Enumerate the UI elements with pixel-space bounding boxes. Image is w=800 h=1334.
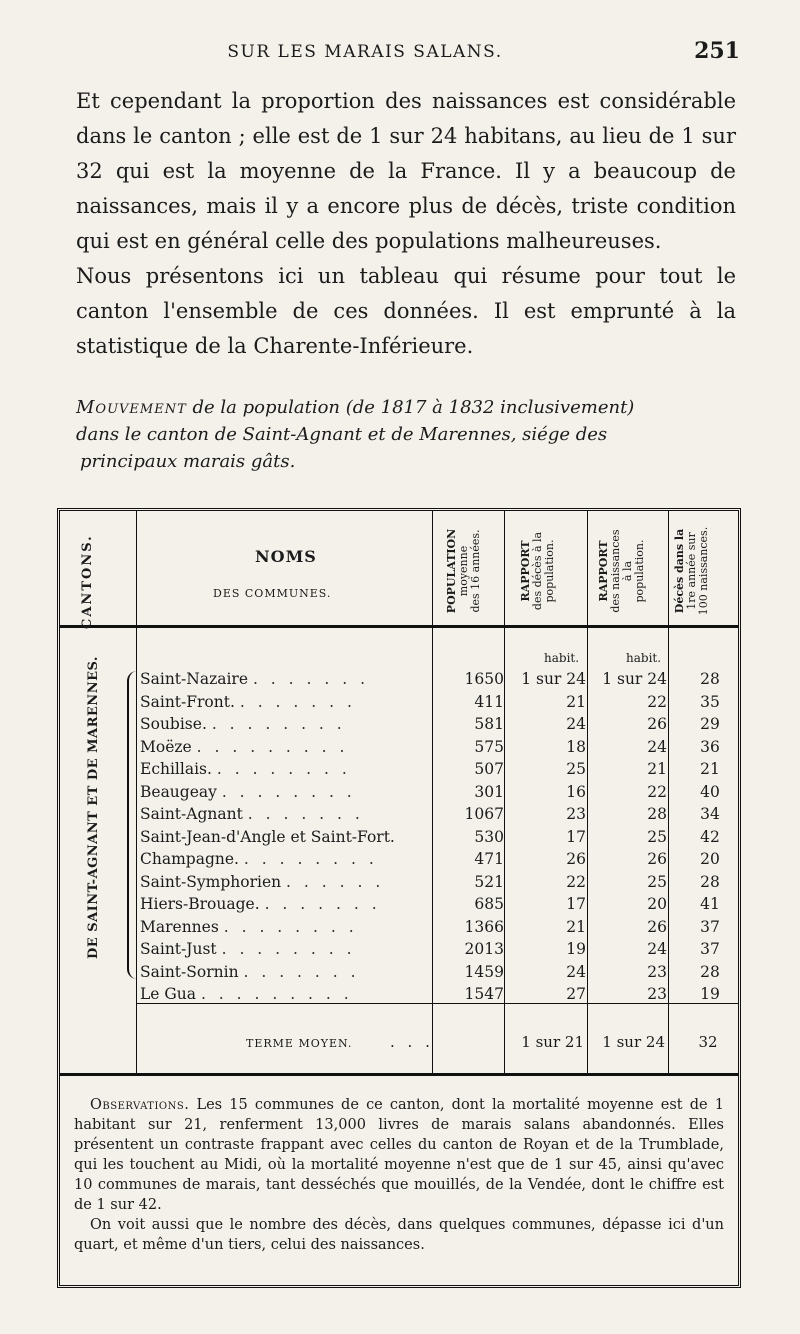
header-rapport-naissances-l4: population. (633, 539, 646, 603)
running-head-title: SUR LES MARAIS SALANS. (227, 42, 503, 62)
commune-name (140, 938, 356, 961)
naissances-cell: 26 (647, 715, 667, 733)
header-rapport-naissances (598, 511, 646, 631)
table-row (140, 893, 735, 916)
header-deces-l1: Décès dans la (673, 528, 686, 614)
population-cell: 685 (474, 895, 504, 913)
table-row (140, 961, 735, 984)
premiere-annee-cell: 19 (700, 985, 720, 1003)
commune-name (140, 893, 381, 916)
table-row (140, 916, 735, 939)
naissances-cell: 25 (647, 872, 667, 891)
population-cell: 411 (474, 692, 504, 711)
header-rapport-deces (520, 511, 556, 631)
population-cell: 2013 (464, 940, 504, 958)
commune-name-text: Echillais. (140, 760, 212, 778)
table-row (140, 871, 735, 894)
terme-moyen-label: TERME MOYEN. (246, 1037, 353, 1050)
naissances-cell: 24 (647, 940, 667, 958)
premiere-annee-cell: 29 (700, 715, 720, 733)
canton-name: DE SAINT-AGNANT ET DE MARENNES. (86, 656, 101, 959)
naissances-cell: 26 (647, 917, 667, 936)
leader-dots: . . . . . . . . . (196, 737, 349, 756)
commune-name (140, 871, 384, 894)
header-rapport-naissances-l2: des naissances (609, 529, 622, 613)
premiere-annee-cell: 37 (700, 940, 720, 958)
premiere-annee-cell: 40 (700, 782, 720, 801)
commune-name (140, 803, 364, 826)
premiere-annee-cell: 28 (700, 962, 720, 981)
leader-dots: . . . . . . . (239, 692, 356, 711)
naissances-cell: 21 (647, 760, 667, 778)
naissances-cell: 22 (647, 692, 667, 711)
premiere-annee-cell: 21 (700, 760, 720, 778)
observations-p2: On voit aussi que le nombre des décès, dans quelques communes, dépasse ici d'un quart, et même d'un tiers, celui des naissances. (74, 1217, 724, 1253)
header-rapport-deces-l3: population. (543, 539, 556, 603)
commune-name-text: Hiers-Brouage. (140, 895, 260, 913)
page-number: 251 (694, 38, 740, 64)
header-deces-l3: 100 naissances. (697, 526, 710, 616)
caption-line-1-rest: de la population (de 1817 à 1832 inclusivement) (192, 397, 635, 418)
leader-dots: . . . . . . . . . (200, 985, 353, 1003)
terme-moyen-dots: . . . (390, 1033, 434, 1051)
brace (127, 671, 139, 979)
table-row (140, 848, 735, 871)
table-row (140, 781, 735, 804)
leader-dots: . . . . . . . (252, 670, 370, 688)
premiere-annee-cell: 42 (700, 827, 720, 846)
leader-dots: . . . . . . . (264, 895, 381, 913)
paragraph-2-text: Nous présentons ici un tableau qui résume pour tout le canton l'ensemble de ces données. Il est emprunté à la statistique de la Charente-Inférieure. (76, 264, 736, 358)
population-cell: 471 (474, 850, 504, 868)
population-table (57, 508, 741, 1288)
deces-cell: 26 (566, 850, 586, 868)
leader-dots: . . . . . . . . (223, 917, 358, 936)
premiere-annee-cell: 37 (700, 917, 720, 936)
population-cell: 301 (474, 782, 504, 801)
leader-dots: . . . . . . . . (221, 940, 356, 958)
observations-text-1: Les 15 communes de ce canton, dont la mortalité moyenne est de 1 habitant sur 21, renferment 13,000 livres de marais salans abandonnés. Elles présentent un contraste frappant avec celles du canton de Royan et de la Trumblade, qui les touchent au Midi, où la mortalité moyenne n'est que de 1 sur 45, ainsi qu'avec 10 communes de marais, tant desséchés que mouillés, de la Vendée, dont le chiffre est de 1 sur 42. (74, 1097, 725, 1213)
premiere-annee-cell: 34 (700, 805, 720, 823)
deces-cell: 22 (566, 872, 586, 891)
commune-name-text: Marennes (140, 917, 219, 936)
commune-name (140, 781, 356, 804)
population-cell: 1459 (464, 962, 504, 981)
leader-dots: . . . . . . . (247, 805, 364, 823)
commune-name-text: Saint-Just (140, 940, 217, 958)
header-population-l1: POPULATION (445, 528, 458, 614)
commune-name (140, 668, 369, 691)
deces-cell: 24 (566, 715, 586, 733)
leader-dots: . . . . . . (286, 872, 385, 891)
premiere-annee-cell: 28 (700, 872, 720, 891)
population-cell: 581 (474, 715, 504, 733)
population-cell: 1547 (464, 985, 504, 1003)
deces-cell: 21 (566, 692, 586, 711)
premiere-annee-cell: 36 (700, 737, 720, 756)
commune-name-text: Soubise. (140, 715, 207, 733)
premiere-annee-cell: 20 (700, 850, 720, 868)
commune-name (140, 848, 378, 871)
terme-moyen-deces: 1 sur 21 (521, 1033, 584, 1051)
terme-moyen-row (60, 1033, 738, 1055)
population-cell: 575 (474, 737, 504, 756)
commune-name-text: Saint-Symphorien (140, 872, 282, 891)
commune-name-text: Le Gua (140, 985, 196, 1003)
paragraph-1-text: Et cependant la proportion des naissances est considérable dans le canton ; elle est de 1 sur 24 habitans, au lieu de 1 sur 32 qui est la moyenne de la France. Il y a beaucoup de naissances, mais il y a encore plus de décès, triste condition qui est en général celle des populations malheureuses. (76, 89, 736, 253)
commune-name-text: Saint-Front. (140, 692, 235, 711)
deces-cell: 17 (566, 895, 586, 913)
commune-name (140, 916, 358, 939)
header-population-l3: des 16 années. (469, 529, 482, 613)
deces-cell: 27 (566, 985, 586, 1003)
table-row (140, 758, 735, 781)
premiere-annee-cell: 28 (700, 670, 720, 688)
header-rapport-naissances-l1: RAPPORT (597, 540, 610, 602)
leader-dots: . . . . . . . . (211, 715, 346, 733)
table-caption (76, 394, 740, 475)
commune-name-text: Beaugeay (140, 782, 217, 801)
commune-name-text: Moëze (140, 737, 192, 756)
caption-lead: Mouvement (76, 397, 187, 418)
header-rapport-deces-l2: des décès à la (531, 531, 544, 611)
header-rapport-naissances-l3: à la (621, 560, 634, 582)
table-row (140, 983, 735, 1006)
deces-cell: 17 (566, 827, 586, 846)
header-communes: DES COMMUNES. (213, 587, 332, 600)
header-deces-premiere-annee (674, 511, 710, 631)
commune-name-text: Saint-Agnant (140, 805, 243, 823)
commune-name (140, 691, 356, 714)
commune-name-text: Champagne. (140, 850, 239, 868)
premiere-annee-cell: 41 (700, 895, 720, 913)
commune-name (140, 961, 360, 984)
unit-habit-naissances: habit. (626, 651, 662, 665)
leader-dots: . . . . . . . . (221, 782, 356, 801)
header-deces-l2: 1re année sur (685, 532, 698, 610)
caption-line-3: principaux marais gâts. (80, 451, 296, 472)
table-row (140, 736, 735, 759)
leader-dots: . . . . . . . . (216, 760, 351, 778)
terme-moyen-naissances: 1 sur 24 (602, 1033, 665, 1051)
observations-p1 (74, 1095, 724, 1215)
table-row (140, 691, 735, 714)
deces-cell: 24 (566, 962, 586, 981)
naissances-cell: 1 sur 24 (602, 670, 667, 688)
header-noms: NOMS (255, 547, 317, 566)
commune-name (140, 826, 395, 849)
population-cell: 1067 (464, 805, 504, 823)
commune-name (140, 983, 353, 1006)
header-rapport-deces-l1: RAPPORT (519, 540, 532, 602)
header-population-l2: moyenne (457, 545, 470, 597)
deces-cell: 16 (566, 782, 586, 801)
premiere-annee-cell: 35 (700, 692, 720, 711)
paragraph-1 (76, 84, 736, 259)
commune-name (140, 758, 351, 781)
commune-name-text: Saint-Jean-d'Angle et Saint-Fort. (140, 827, 395, 846)
naissances-cell: 28 (647, 805, 667, 823)
naissances-cell: 26 (647, 850, 667, 868)
naissances-cell: 22 (647, 782, 667, 801)
commune-rows (140, 668, 735, 1006)
unit-habit-deces: habit. (544, 651, 580, 665)
running-head (60, 40, 740, 70)
population-cell: 530 (474, 827, 504, 846)
deces-cell: 1 sur 24 (521, 670, 586, 688)
population-cell: 521 (474, 872, 504, 891)
naissances-cell: 23 (647, 962, 667, 981)
table-row (140, 803, 735, 826)
leader-dots: . . . . . . . (243, 962, 360, 981)
naissances-cell: 24 (647, 737, 667, 756)
table-row (140, 713, 735, 736)
terme-moyen-premiere: 32 (698, 1033, 718, 1051)
population-cell: 1366 (464, 917, 504, 936)
naissances-cell: 25 (647, 827, 667, 846)
naissances-cell: 23 (647, 985, 667, 1003)
paragraph-2 (76, 259, 736, 364)
observations (74, 1095, 724, 1255)
header-cantons: CANTONS. (80, 534, 95, 629)
table-row (140, 826, 735, 849)
population-cell: 1650 (464, 670, 504, 688)
population-cell: 507 (474, 760, 504, 778)
caption-line-1 (76, 394, 740, 421)
deces-cell: 18 (566, 737, 586, 756)
commune-name-text: Saint-Sornin (140, 962, 239, 981)
commune-name (140, 713, 346, 736)
caption-line-2: dans le canton de Saint-Agnant et de Marennes, siége des (76, 424, 608, 445)
commune-name-text: Saint-Nazaire (140, 670, 249, 688)
table-row (140, 668, 735, 691)
deces-cell: 21 (566, 917, 586, 936)
naissances-cell: 20 (647, 895, 667, 913)
leader-dots: . . . . . . . . (243, 850, 378, 868)
observations-lead: Observations. (90, 1097, 190, 1113)
commune-name (140, 736, 348, 759)
table-row (140, 938, 735, 961)
deces-cell: 23 (566, 805, 586, 823)
deces-cell: 25 (566, 760, 586, 778)
header-population (446, 511, 482, 631)
deces-cell: 19 (566, 940, 586, 958)
observations-rule (60, 1073, 738, 1076)
